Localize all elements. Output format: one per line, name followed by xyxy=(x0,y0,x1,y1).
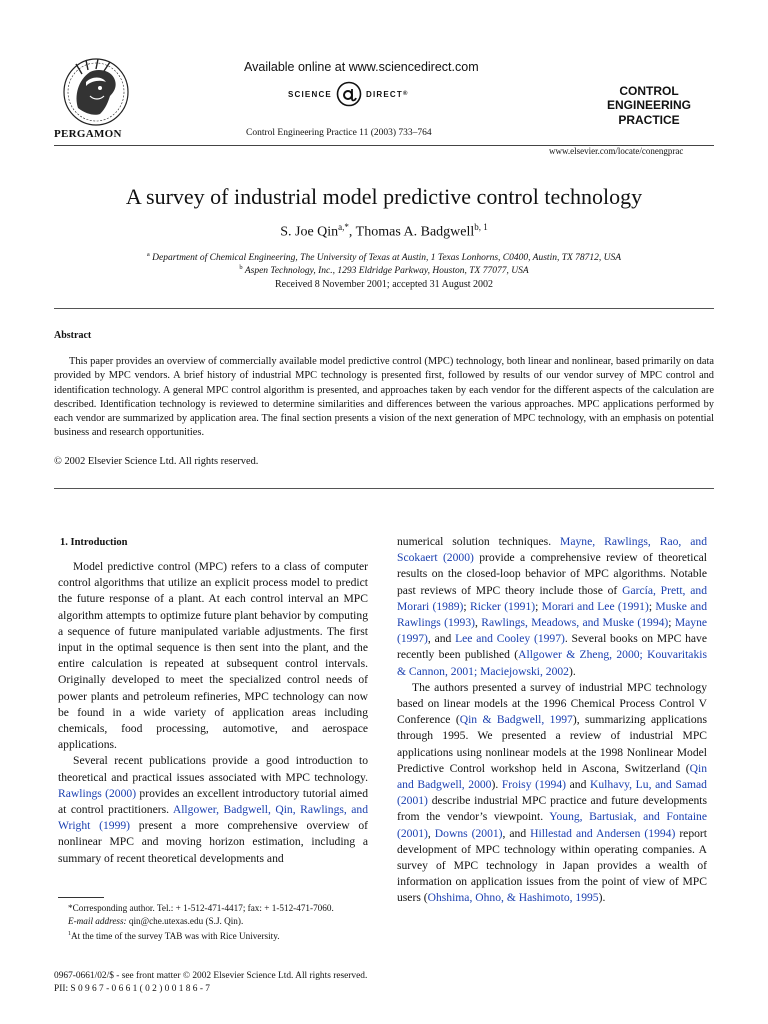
affiliation-a-mark: a xyxy=(146,251,150,258)
ref-garcia-1989[interactable]: García, Prett, and Morari (1989) xyxy=(397,583,707,613)
article-title: A survey of industrial model predictive control technology xyxy=(125,184,643,209)
footnote-1: $^1$At the time of the survey TAB was with Rice University. xyxy=(68,931,280,942)
front-matter-footer xyxy=(54,970,367,996)
continued-paragraph: numerical solution techniques. Mayne, Rawlings, Rao, and Scokaert (2000) provide a comprehensive review of theoretical results on the closed-loop behavior of MPC algorithms. Notable past reviews of MPC theory include those of García, Prett, and Morari (1989); Ricker (1991); Morari and Lee (1991); Muske and Rawlings (1993), Rawlings, Meadows, and Muske (1994); Mayne (1997), and Lee and Cooley (1997). Several books on MPC have recently been published (Allgower & Zheng, 2000; Kouvaritakis & Cannon, 2001; Maciejowski, 2002). xyxy=(397,535,708,678)
author-2: Thomas A. Badgwell xyxy=(355,224,475,240)
ref-rawlings-2000[interactable]: Rawlings (2000) xyxy=(58,786,137,800)
front-matter-line: 0967-0661/02/$ - see front matter © 2002 Elsevier Science Ltd. All rights reserved. xyxy=(54,971,368,981)
ref-muske-1993[interactable]: Muske and Rawlings (1993) xyxy=(397,599,707,630)
journal-title-line2: PRACTICE xyxy=(618,112,680,127)
ref-books-group[interactable]: Allgower & Zheng, 2000; Kouvaritakis & Cannon, 2001; Maciejowski, 2002 xyxy=(397,648,707,678)
journal-title-line1: CONTROL ENGINEERING xyxy=(606,84,691,113)
journal-citation: Control Engineering Practice 11 (2003) 733–764 xyxy=(246,128,432,138)
pii-line: PII: S 0 9 6 7 - 0 6 6 1 ( 0 2 ) 0 0 1 8 6 - 7 xyxy=(54,984,210,994)
ref-rawlings-1994[interactable]: Rawlings, Meadows, and Muske (1994) xyxy=(481,616,669,630)
available-online-text[interactable]: Available online at www.sciencedirect.com xyxy=(244,60,479,74)
abstract-text: This paper provides an overview of commercially available model predictive control (MPC) technology, both linear and nonlinear, based primarily on data provided by MPC vendors. A brief history of industrial MPC technology is presented first, followed by results of our vendor survey of MPC control and identification technology. A general MPC control algorithm is presented, and approaches taken by each vendor for the different aspects of the calculation are described. Identification technology is reviewed to determine similarities and differences between the various approaches. MPC applications performed by each vendor are summarized by application area. The final section presents a vision of the next generation of MPC technology, with an emphasis on potential business and research opportunities. xyxy=(54,356,714,439)
author-line xyxy=(0,222,768,241)
ref-hillestad-1994[interactable]: Hillestad and Andersen (1994) xyxy=(530,826,676,840)
affiliation-b-mark: b xyxy=(239,264,243,271)
sciencedirect-at-icon xyxy=(336,81,362,107)
section-heading-introduction: 1. Introduction xyxy=(60,537,128,548)
left-column xyxy=(58,559,368,867)
sciencedirect-left: SCIENCE xyxy=(288,89,332,99)
author-1-affil: a,* xyxy=(338,222,349,232)
footnote-email xyxy=(58,915,370,928)
email-address[interactable]: qin@che.utexas.edu (S.J. Qin). xyxy=(126,916,244,926)
abstract-heading: Abstract xyxy=(54,330,92,341)
intro-paragraph-1: Model predictive control (MPC) refers to a class of computer control algorithms that utilize an explicit process model to predict the future response of a plant. At each control interval an MPC algorithm attempts to optimize future plant behavior by computing a sequence of future manipulated variable adjustments. The first input in the optimal sequence is then sent into the plant, and the entire calculation is repeated at subsequent control intervals. Originally developed to meet the specialized control needs of power plants and petroleum refineries, MPC technology can now be found in a wide variety of application areas including chemicals, food processing, automotive, and aerospace applications. xyxy=(58,560,368,752)
ref-allgower-1999[interactable]: Allgower, Badgwell, Qin, Rawlings, and Wright (1999) xyxy=(58,803,368,833)
ref-mayne-1997[interactable]: Mayne (1997) xyxy=(397,616,708,646)
intro-paragraph-3: The authors presented a survey of industrial MPC technology based on linear models at the 1996 Chemical Process Control V Conference (Qin & Badgwell, 1997), summarizing applications through 1995. We presented a review of industrial MPC applications using nonlinear models at the 1998 Nonlinear Model Predictive Control workshop held in Ascona, Switzerland (Qin and Badgwell, 2000). Froisy (1994) and Kulhavy, Lu, and Samad (2001) describe industrial MPC practice and future developments from the vendor’s viewpoint. Young, Bartusiak, and Fontaine (2001), Downs (2001), and Hillestad and Andersen (1994) report development of MPC technology within operating companies. A survey of MPC technology in Japan provides a wealth of information on application issues from the point of view of MPC users (Ohshima, Ohno, & Hashimoto, 1995). xyxy=(397,680,707,905)
author-1: S. Joe Qin xyxy=(280,224,339,240)
ref-qin-1997[interactable]: Qin & Badgwell, 1997 xyxy=(459,713,573,727)
ref-ricker-1991[interactable]: Ricker (1991) xyxy=(469,599,536,613)
journal-title xyxy=(589,84,709,127)
ref-mayne-2000[interactable]: Mayne, Rawlings, Rao, and Scokaert (2000) xyxy=(397,535,707,565)
publisher-name: PERGAMON xyxy=(54,128,122,140)
footnote-corresponding: *Corresponding author. Tel.: + 1-512-471-4417; fax: + 1-512-471-7060. xyxy=(68,903,334,913)
right-column xyxy=(397,534,707,907)
ref-young-2001[interactable]: Young, Bartusiak, and Fontaine (2001) xyxy=(397,810,707,840)
publisher-logo xyxy=(56,56,136,128)
corresponding-star: * xyxy=(344,222,349,232)
ref-kulhavy-2001[interactable]: Kulhavy, Lu, and Samad (2001) xyxy=(397,778,707,808)
journal-url[interactable]: www.elsevier.com/locate/conengprac xyxy=(549,146,684,156)
ref-morari-lee-1991[interactable]: Morari and Lee (1991) xyxy=(541,599,649,613)
ref-qin-2000[interactable]: Qin and Badgwell, 2000 xyxy=(397,761,707,792)
abstract-top-rule xyxy=(54,308,714,309)
author-2-affil: b, 1 xyxy=(474,222,488,232)
abstract-bottom-rule xyxy=(54,488,714,489)
affiliation-b: $^b$ Aspen Technology, Inc., 1293 Eldridge Parkway, Houston, TX 77077, USA xyxy=(239,264,529,277)
abstract-copyright: © 2002 Elsevier Science Ltd. All rights reserved. xyxy=(54,456,259,467)
author-separator: , xyxy=(348,224,356,240)
sciencedirect-logo xyxy=(288,80,409,108)
affiliation-a: $^a$ Department of Chemical Engineering, The University of Texas at Austin, 1 Texas Lonhorns, C0400, Austin, TX 78712, USA xyxy=(146,251,622,264)
sciencedirect-right: DIRECT xyxy=(365,89,403,99)
received-dates: Received 8 November 2001; accepted 31 August 2002 xyxy=(275,279,493,290)
ref-downs-2001[interactable]: Downs (2001) xyxy=(434,826,503,840)
footnote-rule xyxy=(58,897,104,898)
registered-mark: ® xyxy=(402,91,409,97)
footnotes xyxy=(58,902,370,943)
ref-lee-cooley-1997[interactable]: Lee and Cooley (1997) xyxy=(455,632,565,646)
email-label: E-mail address: xyxy=(68,916,127,926)
intro-paragraph-2: Several recent publications provide a good introduction to theoretical and practical issues associated with MPC technology. Rawlings (2000) provides an excellent introductory tutorial aimed at control practitioners. Allgower, Badgwell, Qin, Rawlings, and Wright (1999) present a more comprehensive overview of nonlinear MPC and moving horizon estimation, including a summary of recent theoretical developments and xyxy=(58,754,369,865)
footnote-1-mark: 1 xyxy=(68,931,71,937)
ref-froisy-1994[interactable]: Froisy (1994) xyxy=(501,778,567,792)
ref-ohshima-1995[interactable]: Ohshima, Ohno, & Hashimoto, 1995 xyxy=(427,891,599,905)
